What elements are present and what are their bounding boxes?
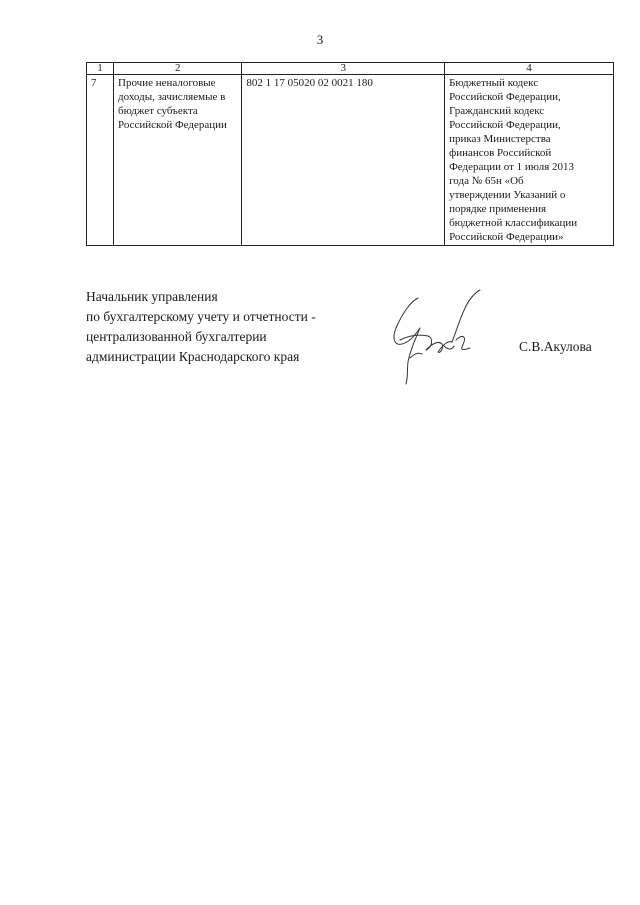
table-row	[87, 75, 614, 246]
legal-basis-line: Российской Федерации,	[449, 119, 561, 131]
budget-code-cell: 802 1 17 05020 02 0021 180	[242, 75, 445, 246]
handwritten-signature	[380, 288, 490, 388]
income-line: Российской Федерации	[118, 119, 227, 131]
signatory-title-line: централизованной бухгалтерии	[86, 329, 267, 344]
legal-basis-line: финансов Российской	[449, 147, 552, 159]
legal-basis-line: Российской Федерации,	[449, 91, 561, 103]
legal-basis-line: порядке применения	[449, 203, 547, 215]
signatory-title-line: администрации Краснодарского края	[86, 349, 300, 364]
legal-basis-line: Бюджетный кодекс	[449, 77, 539, 89]
table-header-row	[87, 63, 614, 75]
header-cell-2: 2	[114, 63, 242, 75]
legal-basis-line: Гражданский кодекс	[449, 105, 545, 117]
header-cell-1: 1	[87, 63, 114, 75]
page-number: 3	[316, 32, 324, 47]
income-line: бюджет субъекта	[118, 105, 198, 117]
legal-basis-line: утверждении Указаний о	[449, 189, 566, 201]
signatory-title-line: Начальник управления	[86, 289, 218, 304]
row-number-cell: 7	[87, 75, 114, 246]
legal-basis-line: приказ Министерства	[449, 133, 551, 145]
income-line: Прочие неналоговые	[118, 77, 216, 89]
legal-basis-line: года № 65н «Об	[449, 175, 524, 187]
legal-basis-line: Федерации от 1 июля 2013	[449, 161, 575, 173]
income-name-cell	[114, 75, 242, 246]
legal-basis-cell	[445, 75, 614, 246]
legal-basis-line: бюджетной классификации	[449, 217, 578, 229]
signatory-title-line: по бухгалтерскому учету и отчетности -	[86, 309, 316, 324]
header-cell-4: 4	[445, 63, 614, 75]
signatory-title	[86, 287, 316, 367]
income-line: доходы, зачисляемые в	[118, 91, 226, 103]
header-cell-3: 3	[242, 63, 445, 75]
classification-table	[86, 62, 614, 246]
legal-basis-line: Российской Федерации»	[449, 231, 564, 243]
signer-name: С.В.Акулова	[519, 339, 592, 354]
